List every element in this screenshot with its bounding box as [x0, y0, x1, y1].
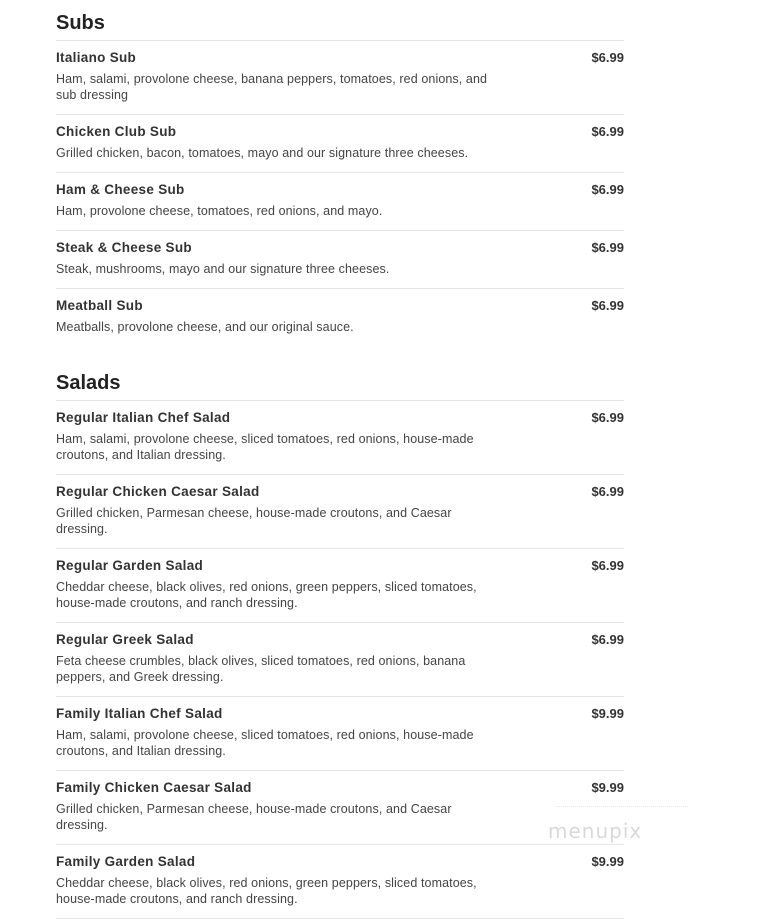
item-price: $6.99	[591, 50, 624, 65]
menu-item	[56, 548, 624, 622]
menu-item	[56, 400, 624, 474]
menu-item	[56, 114, 624, 172]
item-price: $6.99	[591, 632, 624, 647]
item-price: $6.99	[591, 182, 624, 197]
menu-item	[56, 622, 624, 696]
item-name: Chicken Club Sub	[56, 124, 177, 139]
item-description: Steak, mushrooms, mayo and our signature three cheeses.	[56, 262, 390, 276]
item-description: Cheddar cheese, black olives, red onions, green peppers, sliced tomatoes, house-made croutons, and ranch dressing.	[56, 580, 477, 610]
item-price: $9.99	[591, 780, 624, 795]
item-price: $9.99	[591, 706, 624, 721]
item-description: Grilled chicken, Parmesan cheese, house-made croutons, and Caesar dressing.	[56, 506, 452, 536]
item-name: Regular Garden Salad	[56, 558, 204, 573]
item-name: Family Garden Salad	[56, 854, 196, 869]
item-name: Meatball Sub	[56, 298, 143, 313]
item-description: Feta cheese crumbles, black olives, sliced tomatoes, red onions, banana peppers, and Greek dressing.	[56, 654, 466, 684]
section-title: Subs	[56, 12, 105, 34]
item-price: $9.99	[591, 854, 624, 869]
menu-item	[56, 696, 624, 770]
item-price: $6.99	[591, 410, 624, 425]
section-subs	[56, 0, 624, 346]
menu-item	[56, 844, 624, 918]
menu	[56, 0, 624, 919]
item-description: Ham, salami, provolone cheese, sliced tomatoes, red onions, house-made croutons, and Italian dressing.	[56, 432, 474, 462]
item-price: $6.99	[591, 240, 624, 255]
item-description: Grilled chicken, bacon, tomatoes, mayo and our signature three cheeses.	[56, 146, 469, 160]
menu-item	[56, 40, 624, 114]
menupix-watermark: menupix	[548, 819, 643, 843]
menu-item	[56, 230, 624, 288]
item-description: Meatballs, provolone cheese, and our original sauce.	[56, 320, 354, 334]
item-name: Regular Greek Salad	[56, 632, 194, 647]
menu-item	[56, 172, 624, 230]
item-price: $6.99	[591, 124, 624, 139]
menu-item	[56, 288, 624, 346]
item-price: $6.99	[591, 484, 624, 499]
item-description: Ham, provolone cheese, tomatoes, red onions, and mayo.	[56, 204, 383, 218]
item-name: Italiano Sub	[56, 50, 137, 65]
item-price: $6.99	[591, 558, 624, 573]
item-description: Cheddar cheese, black olives, red onions, green peppers, sliced tomatoes, house-made croutons, and ranch dressing.	[56, 876, 477, 906]
section-title: Salads	[56, 372, 121, 394]
item-description: Ham, salami, provolone cheese, banana peppers, tomatoes, red onions, and sub dressing	[56, 72, 488, 102]
item-description: Ham, salami, provolone cheese, sliced tomatoes, red onions, house-made croutons, and Italian dressing.	[56, 728, 474, 758]
item-name: Family Italian Chef Salad	[56, 706, 223, 721]
item-price: $6.99	[591, 298, 624, 313]
menu-item	[56, 474, 624, 548]
item-description: Grilled chicken, Parmesan cheese, house-made croutons, and Caesar dressing.	[56, 802, 452, 832]
item-name: Regular Chicken Caesar Salad	[56, 484, 260, 499]
section-salads	[56, 371, 624, 919]
item-name: Regular Italian Chef Salad	[56, 410, 231, 425]
watermark-divider	[556, 806, 688, 807]
item-name: Steak & Cheese Sub	[56, 240, 192, 255]
menu-item	[56, 770, 624, 844]
item-name: Ham & Cheese Sub	[56, 182, 185, 197]
item-name: Family Chicken Caesar Salad	[56, 780, 252, 795]
